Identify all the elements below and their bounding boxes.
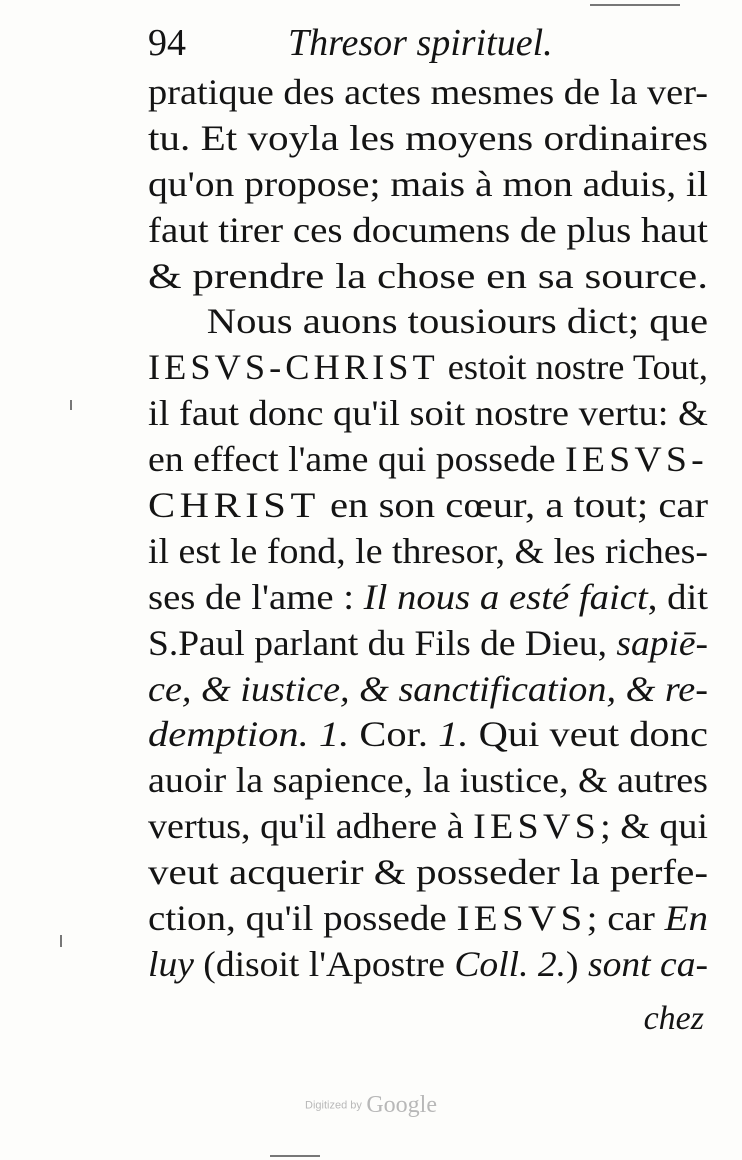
text-run: auoir la sapience, la iustice, & autres — [148, 760, 708, 801]
text-run: IESVS- — [565, 439, 708, 480]
digitized-footer — [0, 1092, 742, 1119]
text-run: CHRIST — [148, 485, 320, 526]
text-run: ses de l'ame : — [148, 576, 364, 617]
text-run: veut acquerir & posseder la perfe- — [148, 852, 708, 893]
body-text — [148, 70, 708, 988]
text-run: 1. — [438, 714, 469, 755]
text-line — [148, 850, 708, 896]
text-run: il est le fond, le thresor, & les riches- — [148, 530, 708, 571]
text-line — [148, 483, 708, 529]
text-line — [148, 667, 708, 713]
text-run: en effect l'ame qui possede — [148, 439, 566, 480]
text-run: il faut donc qu'il soit nostre vertu: & — [148, 393, 708, 434]
text-run: , dit — [647, 576, 708, 617]
text-run: pratique des actes mesmes de la ver- — [148, 72, 708, 112]
margin-mark — [590, 4, 680, 6]
text-line — [148, 208, 708, 254]
text-line — [148, 299, 708, 345]
text-run: IESVS — [473, 806, 601, 847]
text-line — [148, 254, 708, 300]
text-run: faut tirer ces documens de plus haut — [148, 209, 708, 250]
text-line — [148, 712, 708, 758]
text-run: S.Paul parlant du Fils de Dieu, — [148, 622, 617, 663]
margin-mark — [70, 400, 72, 410]
text-line — [148, 942, 708, 988]
text-run: ction, qu'il possede — [148, 898, 457, 939]
text-line — [148, 391, 708, 437]
text-run: & prendre la chose en sa source. — [148, 255, 708, 296]
text-run: ce, & iustice, & sanctification, & re- — [148, 668, 708, 709]
text-line — [148, 70, 708, 116]
text-line — [148, 529, 708, 575]
text-run: sapiē- — [616, 622, 708, 663]
text-run: Cor. — [349, 714, 439, 755]
google-logo: Google — [366, 1092, 437, 1118]
catchword: chez — [643, 1000, 704, 1037]
text-run: en son cœur, a tout; car — [319, 485, 708, 526]
text-run: vertus, qu'il adhere à — [148, 806, 474, 847]
text-run: Nous auons tousiours dict; que — [206, 301, 708, 342]
text-run: demption. 1. — [148, 714, 350, 755]
text-run: ; car — [586, 898, 665, 939]
margin-mark — [270, 1155, 320, 1157]
text-line — [148, 804, 708, 850]
text-line — [148, 758, 708, 804]
text-run: Qui veut donc — [468, 714, 708, 755]
page-header — [148, 18, 708, 68]
text-run: tu. Et voyla les moyens ordinaires — [148, 117, 708, 158]
text-line — [148, 437, 708, 483]
text-line — [148, 162, 708, 208]
text-line — [148, 575, 708, 621]
text-run: IESVS — [456, 898, 587, 939]
text-run: IESVS-CHRIST — [148, 347, 439, 388]
text-run: (disoit l'Apostre — [193, 943, 455, 984]
running-title: Thresor spirituel. — [288, 22, 553, 64]
text-line — [148, 116, 708, 162]
text-run: En — [664, 898, 708, 939]
text-line — [148, 896, 708, 942]
page-number: 94 — [148, 22, 186, 64]
text-run: ) — [566, 943, 588, 984]
text-run: sont ca- — [587, 943, 708, 984]
text-line — [148, 345, 708, 391]
text-run: estoit nostre Tout, — [438, 347, 708, 388]
text-run: Il nous a esté faict — [363, 576, 648, 617]
text-run: qu'on propose; mais à mon aduis, il — [148, 163, 708, 204]
text-run: ; & qui — [600, 806, 708, 847]
digitized-label: Digitized by — [305, 1099, 362, 1112]
text-run: luy — [148, 943, 194, 984]
margin-mark — [60, 935, 62, 947]
text-run: Coll. 2. — [454, 943, 567, 984]
text-line — [148, 621, 708, 667]
